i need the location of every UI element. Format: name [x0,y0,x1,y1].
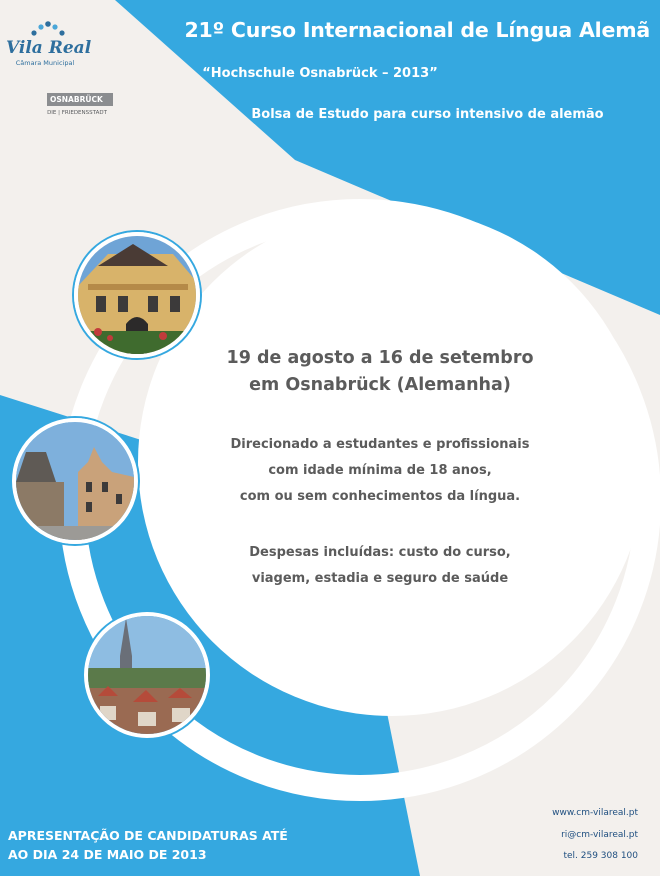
historic-buildings-photo-graphic [16,422,134,540]
vila-real-logo-name: Vila Real [6,38,92,58]
deadline-line-2: AO DIA 24 DE MAIO DE 2013 [8,847,207,862]
dates-line-1: 19 de agosto a 16 de setembro [226,348,534,368]
osnabruck-logo-icon [47,93,113,106]
scholarship-line: Bolsa de Estudo para curso intensivo de alemão [251,107,604,122]
deadline-line-1: APRESENTAÇÃO DE CANDIDATURAS ATÉ [8,828,288,843]
vila-real-logo-icon [28,20,68,40]
desc-line-2: com idade mínima de 18 anos, [268,463,492,478]
email-link[interactable]: ri@cm-vilareal.pt [561,830,638,840]
osnabruck-logo-name: OSNABRÜCK [50,95,103,104]
course-description [200,432,560,510]
desc-line-1: Direcionado a estudantes e profissionais [230,437,530,452]
historic-buildings-photo [12,418,138,544]
website-link[interactable]: www.cm-vilareal.pt [552,808,638,818]
page-subtitle: “Hochschule Osnabrück – 2013” [202,66,438,81]
application-deadline [8,826,338,864]
town-hall-photo-graphic [78,236,196,354]
city-panorama-photo-graphic [88,616,206,734]
expenses-line-2: viagem, estadia e seguro de saúde [251,571,509,586]
town-hall-photo [74,232,200,358]
page-title: 21º Curso Internacional de Língua Alemã [184,18,650,42]
expenses-info [200,540,560,592]
osnabruck-logo-subtitle: DIE | FRIEDENSSTADT [47,110,107,116]
dates-line-2: em Osnabrück (Alemanha) [249,375,511,395]
city-panorama-photo [84,612,210,738]
phone-number: tel. 259 308 100 [563,851,638,861]
vila-real-logo-subtitle: Câmara Municipal [15,59,75,67]
desc-line-3: com ou sem conhecimentos da língua. [239,489,521,504]
expenses-line-1: Despesas incluídas: custo do curso, [249,545,511,560]
course-dates [200,345,560,399]
